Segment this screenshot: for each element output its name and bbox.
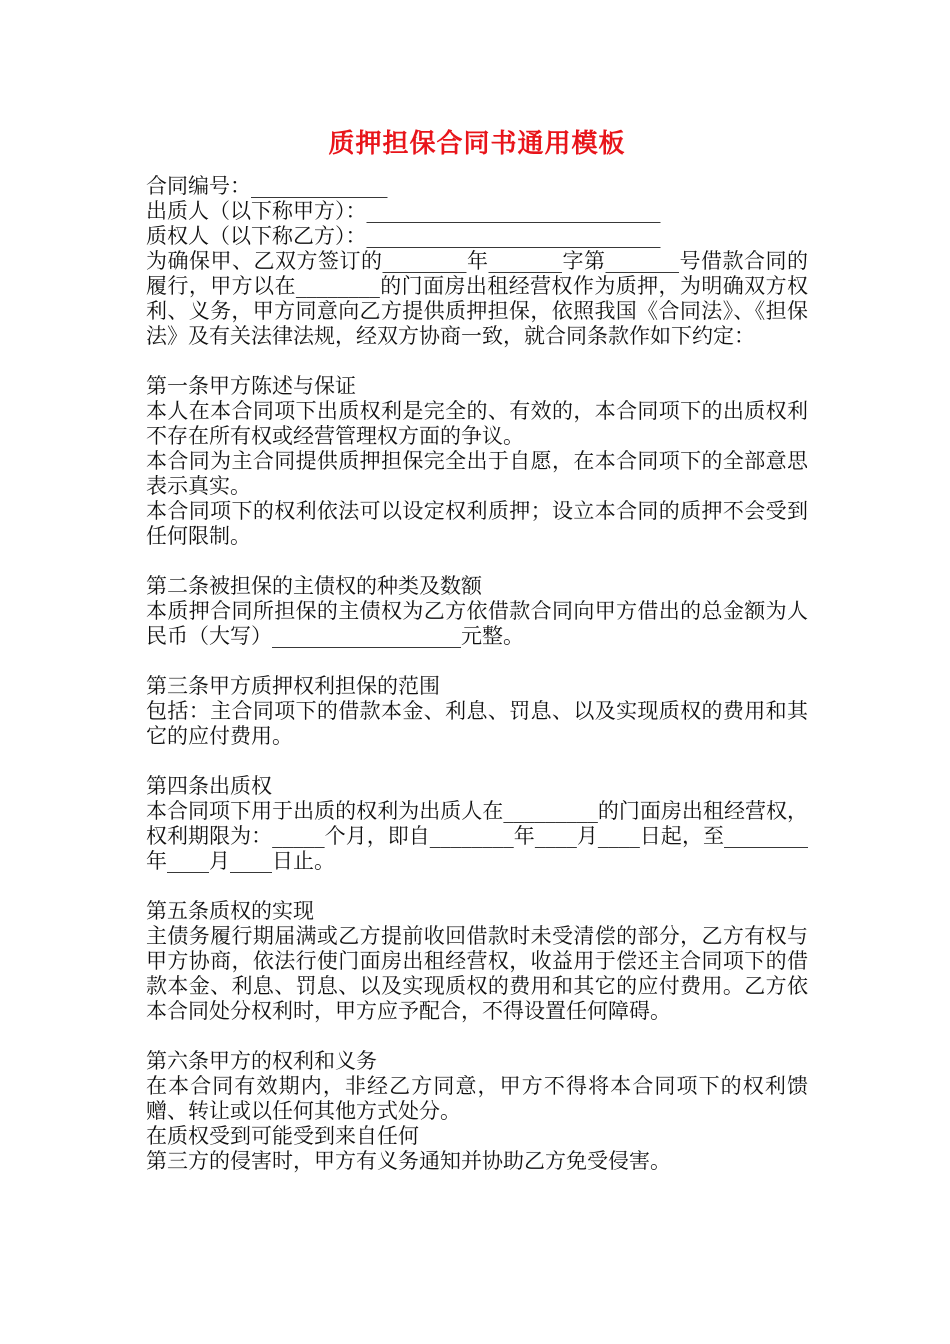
section-heading: 第六条甲方的权利和义务 xyxy=(146,1049,377,1073)
section-paragraph: 本质押合同所担保的主债权为乙方依借款合同向甲方借出的总金额为人民币（大写）__________________元整。 xyxy=(146,599,808,648)
section-paragraph: 本合同项下的权利依法可以设定权利质押；设立本合同的质押不会受到任何限制。 xyxy=(146,499,808,548)
section-gap xyxy=(146,649,808,674)
section-1 xyxy=(146,374,808,549)
section-5 xyxy=(146,899,808,1024)
document-title: 质押担保合同书通用模板 xyxy=(328,129,626,159)
section-heading: 第五条质权的实现 xyxy=(146,899,314,923)
section-3 xyxy=(146,674,808,749)
section-6 xyxy=(146,1049,808,1174)
section-gap xyxy=(146,549,808,574)
pledgee-line: 质权人（以下称乙方）：____________________________ xyxy=(146,224,661,248)
section-heading: 第四条出质权 xyxy=(146,774,272,798)
section-paragraph: 本合同为主合同提供质押担保完全出于自愿，在本合同项下的全部意思表示真实。 xyxy=(146,449,808,498)
section-heading: 第二条被担保的主债权的种类及数额 xyxy=(146,574,482,598)
section-gap xyxy=(146,1024,808,1049)
section-paragraph: 在本合同有效期内，非经乙方同意，甲方不得将本合同项下的权利馈赠、转让或以任何其他方式处分。 xyxy=(146,1074,808,1123)
section-paragraph: 在质权受到可能受到来自任何 xyxy=(146,1124,419,1148)
section-paragraph: 本人在本合同项下出质权利是完全的、有效的，本合同项下的出质权利不存在所有权或经营管理权方面的争议。 xyxy=(146,399,808,448)
section-gap xyxy=(146,749,808,774)
section-4 xyxy=(146,774,808,874)
section-gap xyxy=(146,874,808,899)
document-page xyxy=(146,128,808,1174)
contract-number-line: 合同编号：_____________ xyxy=(146,174,388,198)
pledgor-line: 出质人（以下称甲方）：____________________________ xyxy=(146,199,661,223)
section-paragraph: 第三方的侵害时，甲方有义务通知并协助乙方免受侵害。 xyxy=(146,1149,671,1173)
section-paragraph: 包括：主合同项下的借款本金、利息、罚息、以及实现质权的费用和其它的应付费用。 xyxy=(146,699,808,748)
section-gap xyxy=(146,349,808,374)
section-2 xyxy=(146,574,808,649)
section-heading: 第三条甲方质押权利担保的范围 xyxy=(146,674,440,698)
section-paragraph: 本合同项下用于出质的权利为出质人在_________的门面房出租经营权，权利期限为：_____个月，即自________年____月____日起，至________年____月____日止。 xyxy=(146,799,808,873)
section-paragraph: 主债务履行期届满或乙方提前收回借款时未受清偿的部分，乙方有权与甲方协商，依法行使门面房出租经营权，收益用于偿还主合同项下的借款本金、利息、罚息、以及实现质权的费用和其它的应付费用。乙方依本合同处分权利时，甲方应予配合，不得设置任何障碍。 xyxy=(146,924,808,1023)
intro-paragraph: 为确保甲、乙双方签订的________年_______字第_______号借款合同的履行，甲方以在________的门面房出租经营权作为质押，为明确双方权利、义务，甲方同意向乙方提供质押担保，依照我国《合同法》、《担保法》及有关法律法规，经双方协商一致，就合同条款作如下约定： xyxy=(146,249,808,348)
section-heading: 第一条甲方陈述与保证 xyxy=(146,374,356,398)
